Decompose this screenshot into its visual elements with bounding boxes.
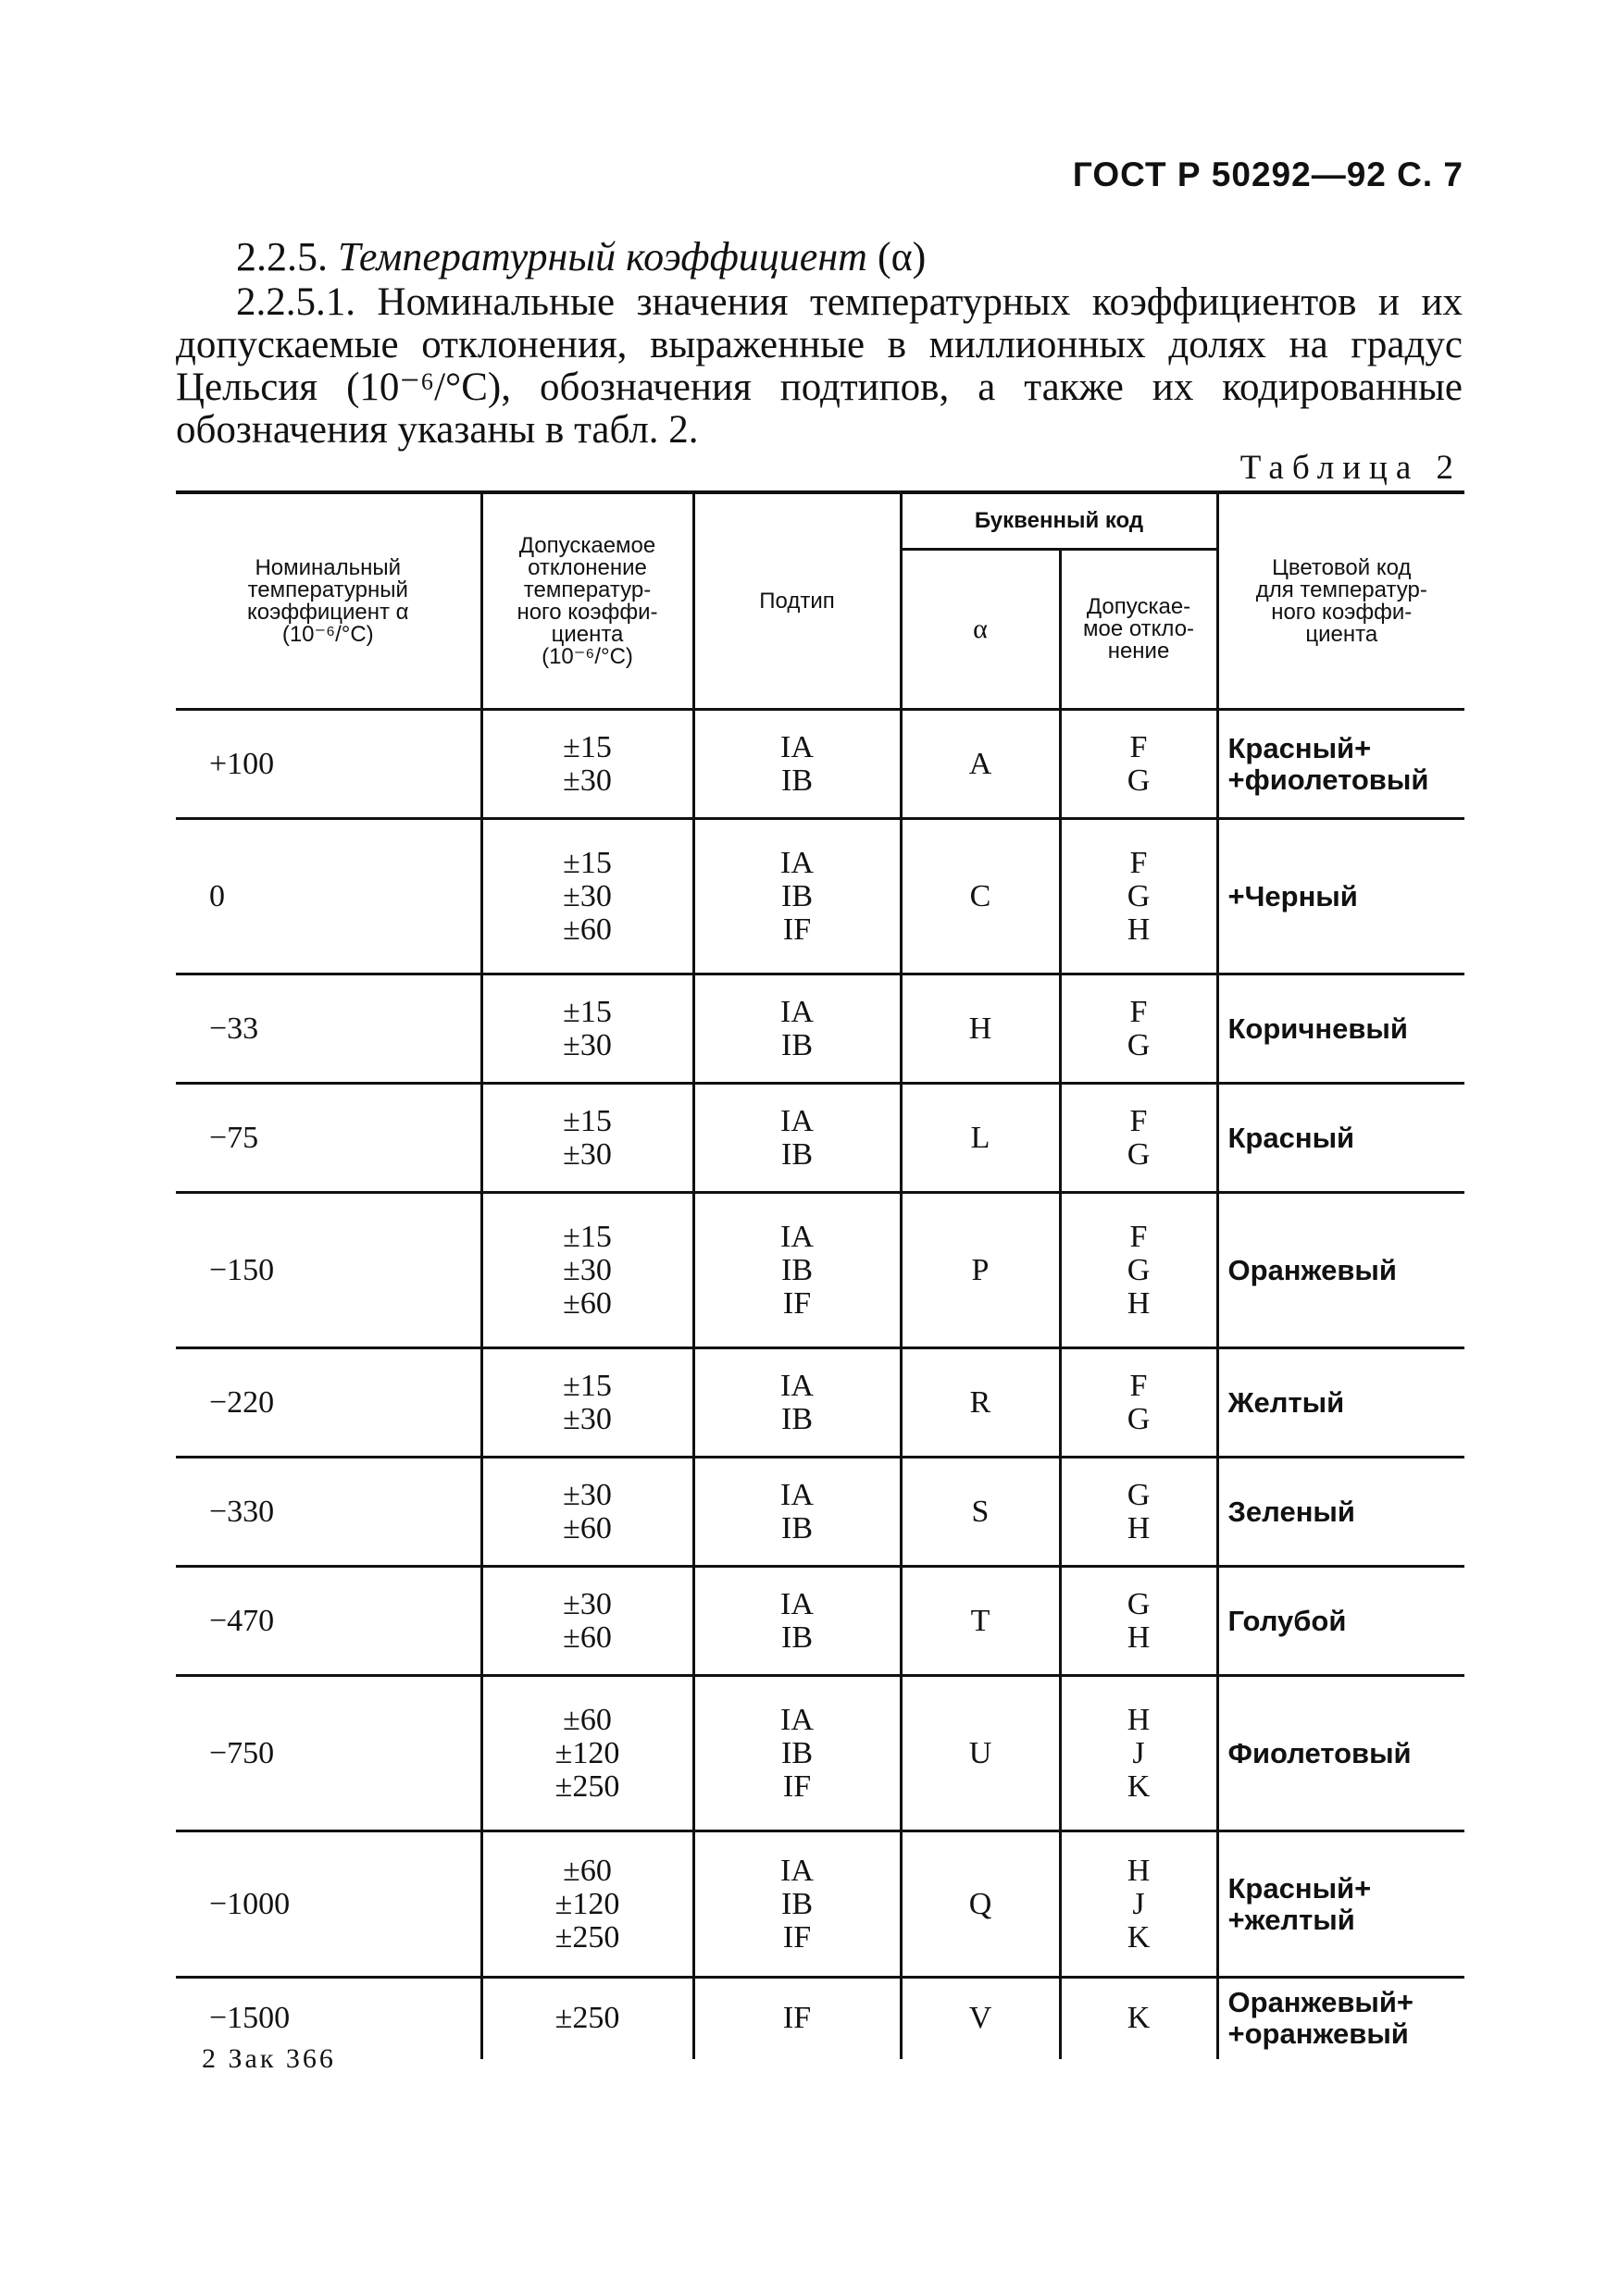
color-code: [1217, 1084, 1464, 1193]
color-code: [1217, 710, 1464, 819]
tc-table: [176, 490, 1464, 2059]
subtype-values-line: IB: [781, 763, 813, 798]
color-code-line: Красный+: [1227, 731, 1372, 764]
tolerance-letters-line: J: [1132, 1886, 1145, 1921]
tolerance-letters-line: G: [1127, 1586, 1151, 1621]
tc-value: −220: [176, 1348, 481, 1458]
tolerance-values-line: ±30: [563, 763, 612, 798]
tolerance-values: [481, 974, 693, 1084]
tolerance-letters-line: H: [1127, 912, 1151, 947]
subtype-values-line: IA: [780, 1586, 814, 1621]
color-code: [1217, 1831, 1464, 1978]
tolerance-values-line: ±15: [563, 1103, 612, 1138]
tolerance-values: [481, 1831, 693, 1978]
section-title-text: Температурный коэффициент: [338, 234, 867, 279]
alpha-letter: T: [901, 1567, 1060, 1676]
tolerance-values-line: ±15: [563, 994, 612, 1029]
tc-value: −33: [176, 974, 481, 1084]
table-row: [176, 1084, 1464, 1193]
tolerance-letters-line: H: [1127, 1853, 1151, 1888]
subtype-values: [693, 1458, 901, 1567]
subtype-values-line: IA: [780, 1368, 814, 1403]
header-subtype: Подтип: [693, 492, 901, 710]
subtype-values: [693, 819, 901, 974]
alpha-letter: H: [901, 974, 1060, 1084]
color-code: [1217, 1458, 1464, 1567]
color-code-line: +желтый: [1227, 1903, 1355, 1936]
color-code-line: Зеленый: [1227, 1495, 1355, 1528]
section-number: 2.2.5.: [236, 234, 328, 279]
tc-value: −750: [176, 1676, 481, 1831]
tolerance-letters: [1060, 1084, 1217, 1193]
tolerance-values-line: ±30: [563, 1136, 612, 1172]
tolerance-values-line: ±30: [563, 1027, 612, 1062]
section-symbol: (α): [877, 234, 927, 279]
tolerance-letters-line: G: [1127, 1401, 1151, 1436]
tolerance-values-line: ±15: [563, 845, 612, 880]
tc-value: −330: [176, 1458, 481, 1567]
subtype-values: [693, 1567, 901, 1676]
subtype-values: [693, 1348, 901, 1458]
color-code: [1217, 1567, 1464, 1676]
subtype-values-line: IA: [780, 1477, 814, 1512]
subtype-values-line: IF: [782, 2001, 812, 2036]
color-code-line: Голубой: [1227, 1604, 1347, 1637]
tolerance-values: [481, 1458, 693, 1567]
alpha-letter: V: [901, 1978, 1060, 2059]
page-footer: 2 Зак 366: [202, 2043, 336, 2074]
subtype-values-line: IA: [780, 1853, 814, 1888]
tolerance-letters-line: F: [1129, 845, 1148, 880]
tolerance-letters-line: H: [1127, 1510, 1151, 1545]
subtype-values-line: IA: [780, 1103, 814, 1138]
table-row: [176, 1567, 1464, 1676]
alpha-letter: R: [901, 1348, 1060, 1458]
color-code-line: Оранжевый: [1227, 1253, 1397, 1286]
color-code-line: Красный: [1227, 1121, 1355, 1154]
subtype-values-line: IA: [780, 845, 814, 880]
tolerance-values-line: ±60: [563, 1510, 612, 1545]
subtype-values: [693, 974, 901, 1084]
table-row: [176, 1676, 1464, 1831]
tolerance-values-line: ±15: [563, 729, 612, 764]
alpha-letter: P: [901, 1193, 1060, 1348]
tc-value: −470: [176, 1567, 481, 1676]
tolerance-values-line: ±30: [563, 1252, 612, 1287]
alpha-letter: Q: [901, 1831, 1060, 1978]
color-code-line: +фиолетовый: [1227, 763, 1429, 796]
subtype-values-line: IB: [781, 1620, 813, 1655]
alpha-letter: U: [901, 1676, 1060, 1831]
header-tol-letter: Допускае- мое откло- нение: [1060, 550, 1217, 710]
color-code-line: +Черный: [1227, 879, 1358, 912]
tc-value: −1000: [176, 1831, 481, 1978]
subtype-values-line: IA: [780, 994, 814, 1029]
subtype-values-line: IF: [782, 1919, 812, 1955]
color-code-line: Коричневый: [1227, 1011, 1408, 1045]
subtype-values-line: IA: [780, 729, 814, 764]
tolerance-values: [481, 1978, 693, 2059]
body-paragraph: 2.2.5.1. Номинальные значения температурных коэффициентов и их допускаемые отклонения, выраженные в миллионных долях на градус Цельсия (10⁻⁶/°С), обозначения подтипов, а также их кодированные обозначения указаны в табл. 2.: [176, 280, 1463, 452]
alpha-letter: A: [901, 710, 1060, 819]
tolerance-letters-line: F: [1129, 1219, 1148, 1254]
subtype-values-line: IB: [781, 878, 813, 913]
subtype-values-line: IB: [781, 1401, 813, 1436]
subtype-values: [693, 1193, 901, 1348]
tolerance-letters-line: F: [1129, 1368, 1148, 1403]
tolerance-values-line: ±30: [563, 1586, 612, 1621]
tolerance-values-line: ±60: [563, 1853, 612, 1888]
header-nominal: Номинальный температурный коэффициент α (10⁻⁶/°С): [176, 492, 481, 710]
table-row: [176, 819, 1464, 974]
table-row: [176, 1831, 1464, 1978]
page-header: ГОСТ Р 50292—92 С. 7: [1072, 155, 1463, 193]
header-color-code: Цветовой код для температур- ного коэффи- циента: [1217, 492, 1464, 710]
tolerance-values: [481, 1676, 693, 1831]
tolerance-values: [481, 1567, 693, 1676]
table-row: [176, 1458, 1464, 1567]
color-code-line: Оранжевый+: [1227, 1986, 1414, 2019]
tc-value: +100: [176, 710, 481, 819]
tolerance-values-line: ±120: [554, 1735, 620, 1770]
subtype-values-line: IB: [781, 1252, 813, 1287]
tolerance-letters-line: H: [1127, 1620, 1151, 1655]
subtype-values-line: IB: [781, 1027, 813, 1062]
tolerance-values-line: ±250: [554, 1919, 620, 1955]
tolerance-letters-line: H: [1127, 1702, 1151, 1737]
tc-value: 0: [176, 819, 481, 974]
tolerance-values-line: ±250: [554, 2001, 620, 2036]
color-code: [1217, 1193, 1464, 1348]
subtype-values: [693, 1978, 901, 2059]
color-code: [1217, 1348, 1464, 1458]
tolerance-letters-line: K: [1127, 1919, 1151, 1955]
tolerance-letters-line: F: [1129, 729, 1148, 764]
subtype-values-line: IA: [780, 1219, 814, 1254]
subtype-values: [693, 1831, 901, 1978]
table-row: [176, 710, 1464, 819]
subtype-values-line: IF: [782, 1769, 812, 1804]
tolerance-letters: [1060, 710, 1217, 819]
tolerance-letters: [1060, 1458, 1217, 1567]
tolerance-letters: [1060, 1348, 1217, 1458]
tolerance-values-line: ±250: [554, 1769, 620, 1804]
tolerance-letters-line: G: [1127, 1252, 1151, 1287]
subtype-values: [693, 710, 901, 819]
tolerance-letters: [1060, 974, 1217, 1084]
tolerance-values: [481, 1084, 693, 1193]
tolerance-values-line: ±30: [563, 878, 612, 913]
table-row: [176, 1348, 1464, 1458]
tolerance-letters-line: G: [1127, 1136, 1151, 1172]
tolerance-values: [481, 710, 693, 819]
color-code: [1217, 974, 1464, 1084]
tolerance-values: [481, 1193, 693, 1348]
color-code: [1217, 819, 1464, 974]
tolerance-letters-line: K: [1127, 1769, 1151, 1804]
tolerance-letters-line: H: [1127, 1285, 1151, 1321]
tolerance-letters: [1060, 1567, 1217, 1676]
tolerance-values-line: ±60: [563, 1620, 612, 1655]
subtype-values-line: IB: [781, 1886, 813, 1921]
tolerance-letters: [1060, 1676, 1217, 1831]
header-tolerance: Допускаемое отклонение температур- ного коэффи- циента (10⁻⁶/°С): [481, 492, 693, 710]
subtype-values: [693, 1084, 901, 1193]
table-row: [176, 1193, 1464, 1348]
tolerance-letters: [1060, 1831, 1217, 1978]
tolerance-values: [481, 819, 693, 974]
tc-value: −150: [176, 1193, 481, 1348]
table-label: Таблица 2: [1239, 449, 1462, 487]
tolerance-letters-line: G: [1127, 1477, 1151, 1512]
header-alpha: α: [901, 550, 1060, 710]
subtype-values-line: IB: [781, 1735, 813, 1770]
tolerance-letters-line: K: [1127, 2001, 1151, 2036]
tolerance-values-line: ±30: [563, 1401, 612, 1436]
tolerance-letters-line: G: [1127, 1027, 1151, 1062]
color-code: [1217, 1978, 1464, 2059]
subtype-values-line: IB: [781, 1510, 813, 1545]
tolerance-values: [481, 1348, 693, 1458]
section-title: [236, 233, 926, 280]
alpha-letter: L: [901, 1084, 1060, 1193]
tolerance-letters: [1060, 1978, 1217, 2059]
subtype-values-line: IA: [780, 1702, 814, 1737]
tolerance-values-line: ±60: [563, 912, 612, 947]
tolerance-values-line: ±60: [563, 1285, 612, 1321]
subtype-values-line: IB: [781, 1136, 813, 1172]
tolerance-values-line: ±120: [554, 1886, 620, 1921]
table-row: [176, 974, 1464, 1084]
tolerance-letters-line: F: [1129, 994, 1148, 1029]
subtype-values-line: IF: [782, 912, 812, 947]
subtype-values: [693, 1676, 901, 1831]
tolerance-values-line: ±15: [563, 1219, 612, 1254]
tolerance-values-line: ±60: [563, 1702, 612, 1737]
tolerance-letters: [1060, 1193, 1217, 1348]
alpha-letter: S: [901, 1458, 1060, 1567]
tolerance-letters-line: G: [1127, 878, 1151, 913]
tc-value: −1500: [176, 1978, 481, 2059]
tc-value: −75: [176, 1084, 481, 1193]
tolerance-letters-line: G: [1127, 763, 1151, 798]
color-code-line: Желтый: [1227, 1385, 1345, 1419]
table-row: [176, 1978, 1464, 2059]
color-code: [1217, 1676, 1464, 1831]
tolerance-letters-line: F: [1129, 1103, 1148, 1138]
tolerance-letters: [1060, 819, 1217, 974]
tolerance-values-line: ±30: [563, 1477, 612, 1512]
header-letter-code: Буквенный код: [901, 492, 1217, 550]
alpha-letter: C: [901, 819, 1060, 974]
color-code-line: +оранжевый: [1227, 2017, 1409, 2051]
color-code-line: Фиолетовый: [1227, 1736, 1412, 1769]
tolerance-letters-line: J: [1132, 1735, 1145, 1770]
tolerance-values-line: ±15: [563, 1368, 612, 1403]
color-code-line: Красный+: [1227, 1871, 1372, 1905]
subtype-values-line: IF: [782, 1285, 812, 1321]
